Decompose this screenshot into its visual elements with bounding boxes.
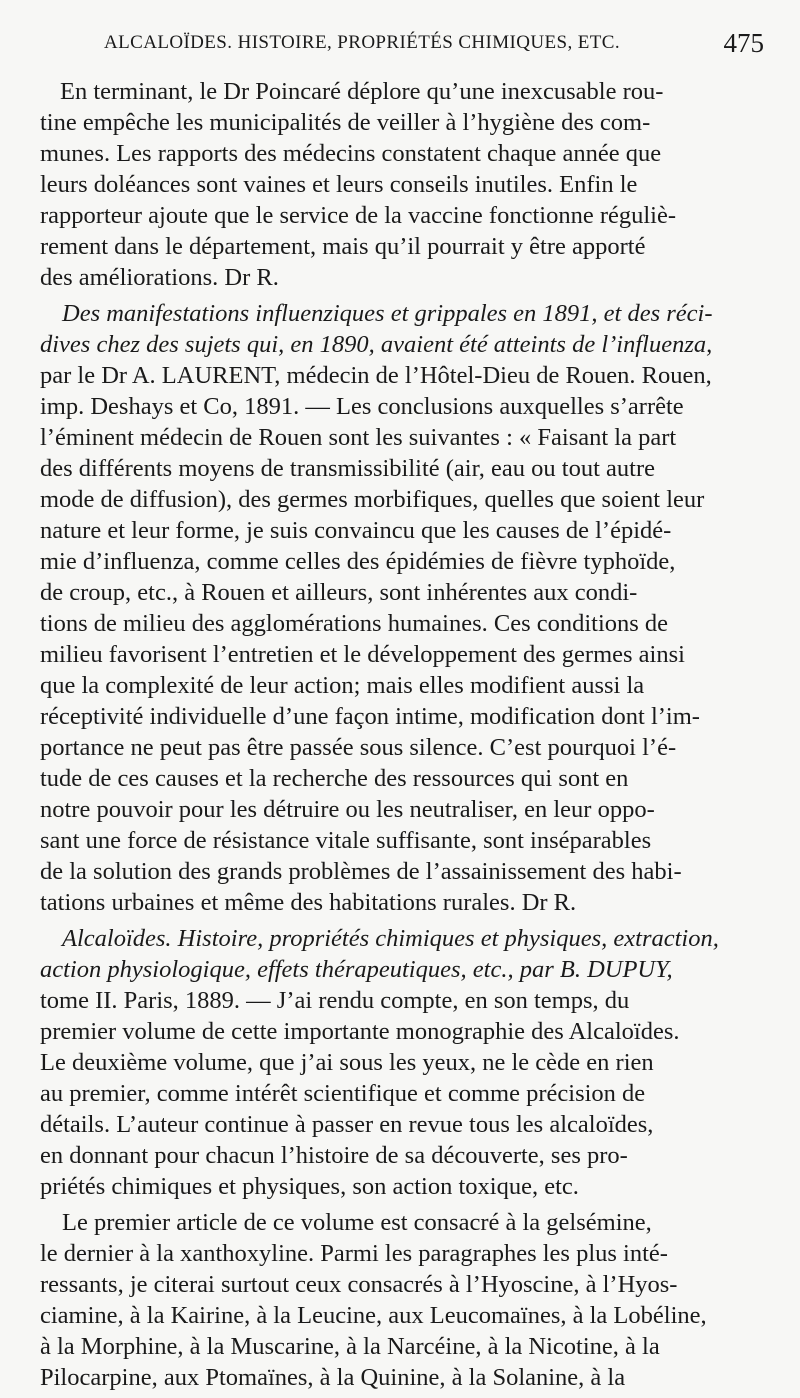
text-line-40: ciamine, à la Kairine, à la Leucine, aux Leucomaïnes, à la Lobéline,	[40, 1302, 707, 1329]
text-line-33: au premier, comme intérêt scientifique et comme précision de	[40, 1080, 646, 1107]
text-line-12: l’éminent médecin de Rouen sont les suivantes : « Faisant la part	[40, 424, 677, 451]
text-line-19: milieu favorisent l’entretien et le développement des germes ainsi	[40, 641, 685, 668]
text-line-7: des améliorations. Dr R.	[40, 264, 279, 291]
text-line-11: imp. Deshays et Co, 1891. — Les conclusions auxquelles s’arrête	[40, 393, 684, 420]
text-line-34: détails. L’auteur continue à passer en revue tous les alcaloïdes,	[40, 1111, 654, 1138]
text-line-5: rapporteur ajoute que le service de la vaccine fonctionne réguliè-	[40, 202, 677, 229]
text-line-41: à la Morphine, à la Muscarine, à la Narcéine, à la Nicotine, à la	[40, 1333, 660, 1360]
text-line-28: Alcaloïdes. Histoire, propriétés chimiques et physiques, extraction,	[62, 925, 719, 952]
text-line-6: rement dans le département, mais qu’il pourrait y être apporté	[40, 233, 646, 260]
text-line-42: Pilocarpine, aux Ptomaïnes, à la Quinine, à la Solanine, à la	[40, 1364, 626, 1391]
text-line-16: mie d’influenza, comme celles des épidémies de fièvre typhoïde,	[40, 548, 676, 575]
text-line-26: de la solution des grands problèmes de l’assainissement des habi-	[40, 858, 682, 885]
text-line-25: sant une force de résistance vitale suffisante, sont inséparables	[40, 827, 652, 854]
text-line-36: priétés chimiques et physiques, son action toxique, etc.	[40, 1173, 579, 1200]
text-line-8: Des manifestations influenziques et grippales en 1891, et des réci-	[62, 300, 713, 327]
text-line-13: des différents moyens de transmissibilité (air, eau ou tout autre	[40, 455, 655, 482]
text-line-3: munes. Les rapports des médecins constatent chaque année que	[40, 140, 662, 167]
page-number: 475	[723, 28, 764, 58]
text-line-37: Le premier article de ce volume est consacré à la gelsémine,	[62, 1209, 652, 1236]
text-line-29: action physiologique, effets thérapeutiques, etc., par B. DUPUY,	[40, 956, 673, 983]
text-line-1: En terminant, le Dr Poincaré déplore qu’une inexcusable rou-	[60, 78, 664, 105]
text-line-4: leurs doléances sont vaines et leurs conseils inutiles. Enfin le	[40, 171, 638, 198]
text-line-27: tations urbaines et même des habitations rurales. Dr R.	[40, 889, 577, 916]
text-line-14: mode de diffusion), des germes morbifiques, quelles que soient leur	[40, 486, 705, 513]
text-line-35: en donnant pour chacun l’histoire de sa découverte, ses pro-	[40, 1142, 628, 1169]
text-line-10: par le Dr A. LAURENT, médecin de l’Hôtel-Dieu de Rouen. Rouen,	[40, 362, 712, 389]
running-title: ALCALOÏDES. HISTOIRE, PROPRIÉTÉS CHIMIQUES, ETC.	[104, 32, 621, 53]
text-line-31: premier volume de cette importante monographie des Alcaloïdes.	[40, 1018, 680, 1045]
text-line-38: le dernier à la xanthoxyline. Parmi les paragraphes les plus inté-	[40, 1240, 668, 1267]
text-line-21: réceptivité individuelle d’une façon intime, modification dont l’im-	[40, 703, 700, 730]
text-line-2: tine empêche les municipalités de veiller à l’hygiène des com-	[40, 109, 651, 136]
text-line-23: tude de ces causes et la recherche des ressources qui sont en	[40, 765, 629, 792]
text-line-24: notre pouvoir pour les détruire ou les neutraliser, en leur oppo-	[40, 796, 655, 823]
running-head	[84, 28, 764, 66]
text-line-15: nature et leur forme, je suis convaincu que les causes de l’épidé-	[40, 517, 672, 544]
text-line-17: de croup, etc., à Rouen et ailleurs, sont inhérentes aux condi-	[40, 579, 638, 606]
text-line-9: dives chez des sujets qui, en 1890, avaient été atteints de l’influenza,	[40, 331, 713, 358]
text-line-18: tions de milieu des agglomérations humaines. Ces conditions de	[40, 610, 669, 637]
text-line-30: tome II. Paris, 1889. — J’ai rendu compte, en son temps, du	[40, 987, 630, 1014]
text-line-22: portance ne peut pas être passée sous silence. C’est pourquoi l’é-	[40, 734, 677, 761]
text-line-32: Le deuxième volume, que j’ai sous les yeux, ne le cède en rien	[40, 1049, 654, 1076]
text-line-39: ressants, je citerai surtout ceux consacrés à l’Hyoscine, à l’Hyos-	[40, 1271, 678, 1298]
text-line-20: que la complexité de leur action; mais elles modifient aussi la	[40, 672, 645, 699]
